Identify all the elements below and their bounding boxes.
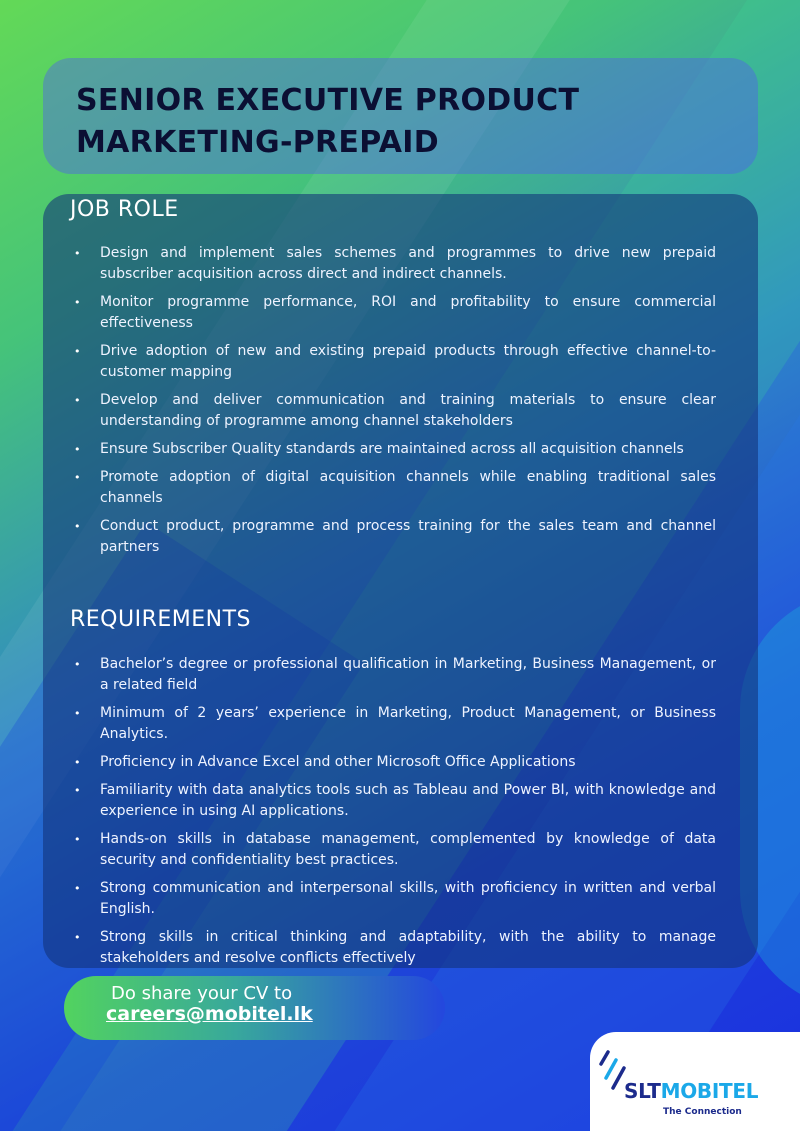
requirements-list	[70, 654, 716, 976]
cv-callout-text: Do share your CV to	[111, 983, 293, 1004]
job-role-list	[70, 243, 716, 565]
requirement-item: • Hands-on skills in database management, complemented by knowledge of data security and confidentiality best practices.	[70, 829, 716, 871]
job-role-item: • Develop and deliver communication and training materials to ensure clear understanding of programme among channel stakeholders	[70, 390, 716, 432]
brand-tagline: The Connection	[663, 1107, 742, 1117]
job-role-item: • Promote adoption of digital acquisition channels while enabling traditional sales channels	[70, 467, 716, 509]
job-role-item: • Monitor programme performance, ROI and profitability to ensure commercial effectiveness	[70, 292, 716, 334]
job-role-item: • Design and implement sales schemes and programmes to drive new prepaid subscriber acquisition across direct and indirect channels.	[70, 243, 716, 285]
brand-logo-text: SLTMOBITEL	[624, 1079, 759, 1103]
requirement-item: • Proficiency in Advance Excel and other Microsoft Office Applications	[70, 752, 716, 773]
requirement-item: • Bachelor’s degree or professional qualification in Marketing, Business Management, or a related field	[70, 654, 716, 696]
requirement-item: • Strong skills in critical thinking and adaptability, with the ability to manage stakeholders and resolve conflicts effectively	[70, 927, 716, 969]
page-title: SENIOR EXECUTIVE PRODUCT MARKETING-PREPAID	[76, 83, 580, 160]
requirements-heading: REQUIREMENTS	[70, 607, 252, 632]
job-role-item: • Conduct product, programme and process training for the sales team and channel partners	[70, 516, 716, 558]
careers-email-link[interactable]: careers@mobitel.lk	[106, 1003, 313, 1025]
requirement-item: • Strong communication and interpersonal skills, with proficiency in written and verbal English.	[70, 878, 716, 920]
requirement-item: • Familiarity with data analytics tools such as Tableau and Power BI, with knowledge and experience in using AI applications.	[70, 780, 716, 822]
job-role-heading: JOB ROLE	[70, 197, 179, 222]
requirement-item: • Minimum of 2 years’ experience in Marketing, Product Management, or Business Analytics.	[70, 703, 716, 745]
job-role-item: • Ensure Subscriber Quality standards are maintained across all acquisition channels	[70, 439, 716, 460]
job-role-item: • Drive adoption of new and existing prepaid products through effective channel-to-customer mapping	[70, 341, 716, 383]
